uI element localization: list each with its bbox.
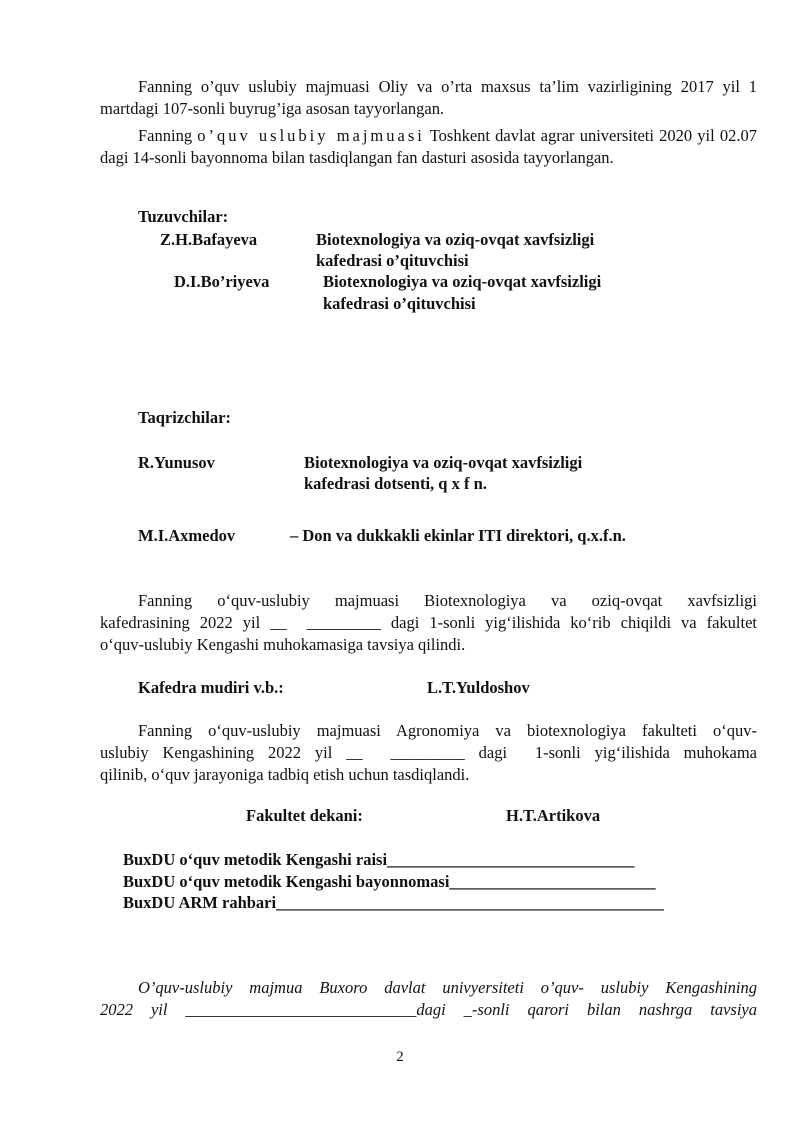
department-line-2: kafedrasining 2022 yil __ _________ dagi 1-sonli yig‘ilishida ko‘rib chiqildi va fakultet <box>100 613 757 632</box>
signature-label: BuxDU ARM rahbari <box>123 893 277 912</box>
signature-blank: _________________________ <box>449 872 656 891</box>
department-paragraph <box>100 590 757 656</box>
intro-p2-end: Toshkent davlat agrar universiteti 2020 yil 02.07 dagi 14-sonli bayonnoma bilan tasdiqlangan fan dasturi asosida tayyorlangan. <box>100 126 757 167</box>
author-1-name: Z.H.Bafayeva <box>160 230 258 249</box>
reviewer-1-name: R.Yunusov <box>138 453 215 472</box>
department-head-title: Kafedra mudiri v.b.: <box>138 678 284 697</box>
faculty-paragraph <box>100 720 757 786</box>
footer-note <box>100 977 757 1021</box>
reviewer-1-position-line1: Biotexnologiya va oziq-ovqat xavfsizligi <box>304 453 583 472</box>
signature-blank: ______________________________ <box>387 850 635 869</box>
reviewer-2-position: – Don va dukkakli ekinlar ITI direktori, q.x.f.n. <box>290 526 626 545</box>
faculty-line-3: qilinib, o‘quv jarayoniga tadbiq etish uchun tasdiqlandi. <box>100 765 470 784</box>
footer-note-line-2: 2022 yil ____________________________dagi _-sonli qarori bilan nashrga tavsiya <box>100 1000 757 1019</box>
department-head-name: L.T.Yuldoshov <box>427 678 530 697</box>
intro-paragraph-2 <box>100 125 757 169</box>
author-2-position-line2: kafedrasi o’qituvchisi <box>323 294 476 313</box>
author-1-position-line2: kafedrasi o’qituvchisi <box>316 251 469 270</box>
reviewers-heading: Taqrizchilar: <box>138 408 231 427</box>
signature-line-arm-head <box>123 892 664 914</box>
signature-line-council-minutes <box>123 871 656 893</box>
department-line-1: Fanning o‘quv-uslubiy majmuasi Biotexnologiya va oziq-ovqat xavfsizligi <box>138 591 757 610</box>
department-line-3: o‘quv-uslubiy Kengashi muhokamasiga tavsiya qilindi. <box>100 635 466 654</box>
intro-p2-spaced: o’quv uslubiy majmuasi <box>197 126 425 145</box>
reviewer-2-name: M.I.Axmedov <box>138 526 236 545</box>
author-2-position-line1: Biotexnologiya va oziq-ovqat xavfsizligi <box>323 272 602 291</box>
author-1-position-line1: Biotexnologiya va oziq-ovqat xavfsizligi <box>316 230 595 249</box>
dean-name: H.T.Artikova <box>506 806 601 825</box>
footer-note-line-1: O’quv-uslubiy majmua Buxoro davlat univyersiteti o’quv- uslubiy Kengashining <box>138 978 757 997</box>
signature-line-council-chair <box>123 849 635 871</box>
faculty-line-1: Fanning o‘quv-uslubiy majmuasi Agronomiya va biotexnologiya fakulteti o‘quv- <box>138 721 757 740</box>
faculty-line-2: uslubiy Kengashining 2022 yil __ _________ dagi 1-sonli yig‘ilishida muhokama <box>100 743 757 762</box>
signature-label: BuxDU o‘quv metodik Kengashi raisi <box>123 850 388 869</box>
intro-p2-start: Fanning <box>138 126 193 145</box>
signature-label: BuxDU o‘quv metodik Kengashi bayonnomasi <box>123 872 450 891</box>
signature-blank: _______________________________________________ <box>276 893 664 912</box>
page-number: 2 <box>396 1049 404 1065</box>
intro-paragraph-1: Fanning o’quv uslubiy majmuasi Oliy va o’rta maxsus ta’lim vazirligining 2017 yil 1 martdagi 107-sonli buyrug’iga asosan tayyorlangan. <box>100 77 757 118</box>
authors-heading: Tuzuvchilar: <box>138 207 229 226</box>
dean-title: Fakultet dekani: <box>246 806 363 825</box>
author-2-name: D.I.Bo’riyeva <box>174 272 270 291</box>
reviewer-1-position-line2: kafedrasi dotsenti, q x f n. <box>304 474 487 493</box>
